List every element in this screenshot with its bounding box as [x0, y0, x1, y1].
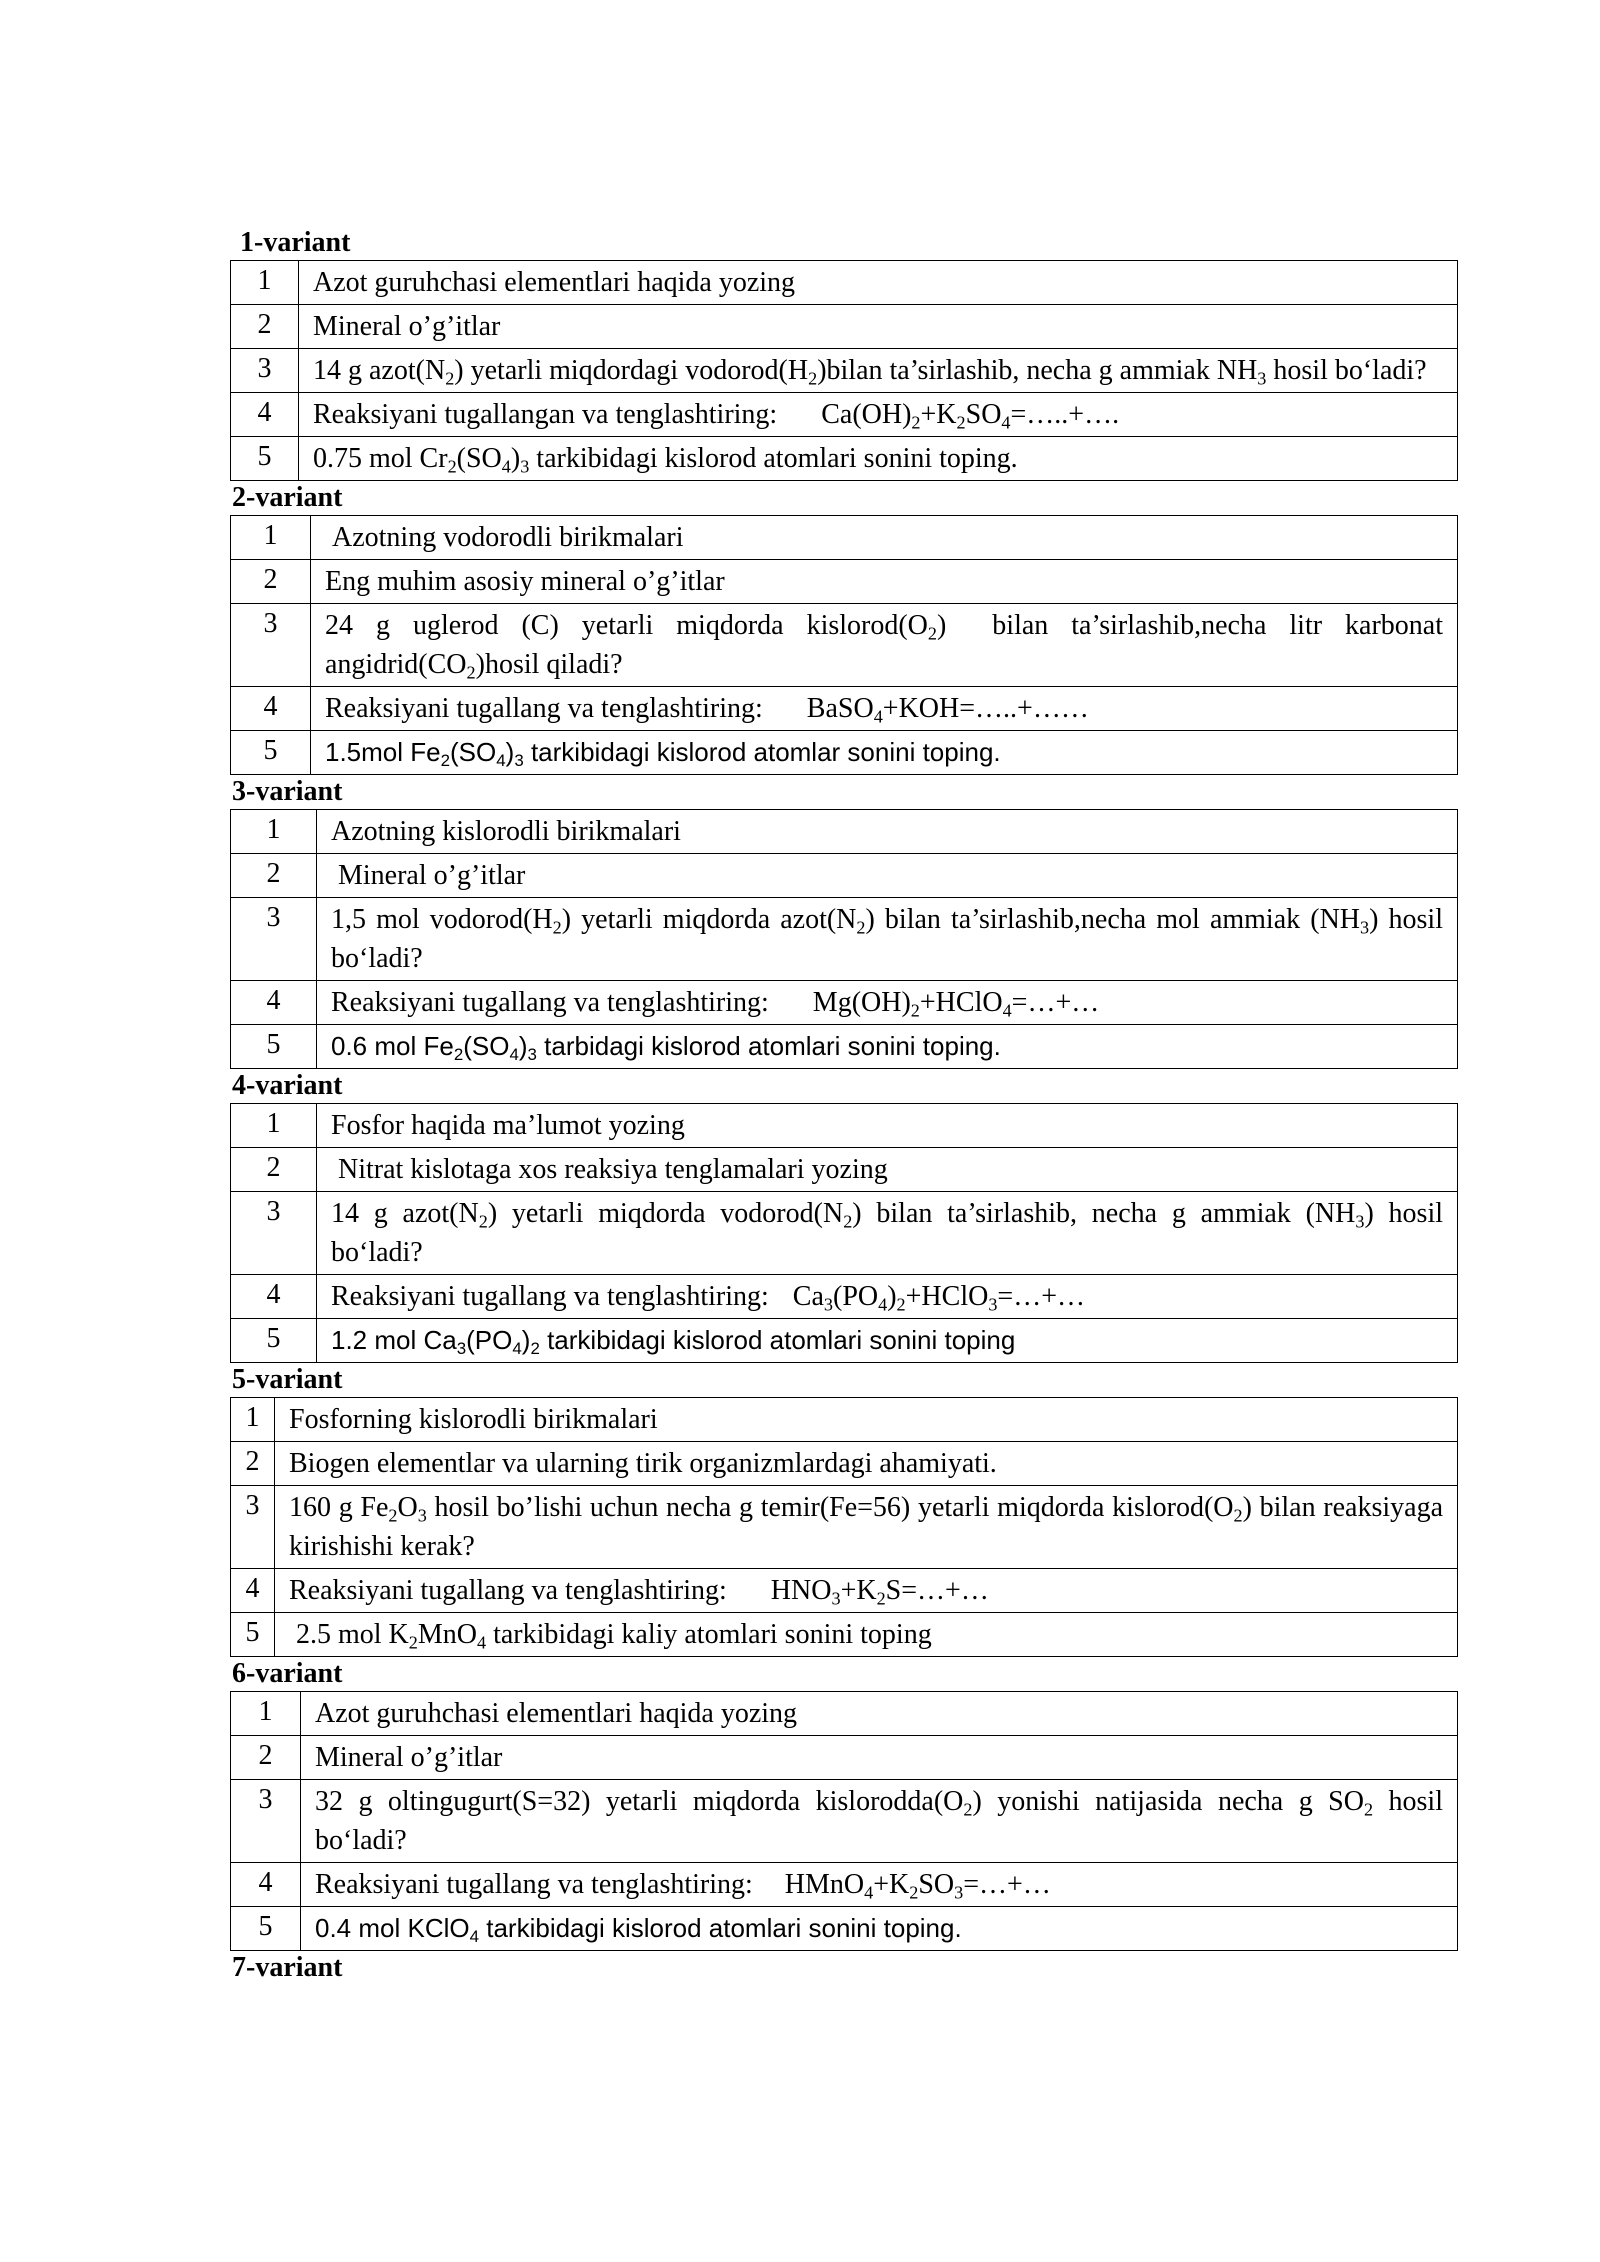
question-text: 14 g $azot(N_2)$ yetarli miqdordagi $vodorod(H_2)bilan$ ta’sirlashib, necha g ammiak $NH_3$ hosil bo‘ladi? [299, 349, 1458, 393]
variant-title: 1-variant [240, 227, 351, 258]
question-text: Azotning vodorodli birikmalari [311, 516, 1458, 560]
variant-table [230, 515, 1458, 775]
table-row [231, 1907, 1458, 1951]
question-text: Eng muhim asosiy mineral o’g’itlar [311, 560, 1458, 604]
table-row [231, 305, 1458, 349]
table-row [231, 1613, 1458, 1657]
question-text: Mineral o’g’itlar [299, 305, 1458, 349]
table-row [231, 1025, 1458, 1069]
question-number: 5 [231, 437, 299, 481]
table-row [231, 898, 1458, 981]
question-text: Azot guruhchasi elementlari haqida yozing [299, 261, 1458, 305]
question-number: 3 [231, 1486, 275, 1569]
table-row [231, 1736, 1458, 1780]
question-text: 1.5mol $Fe_2(SO_4)_3$ tarkibidagi kislorod atomlar sonini toping. [311, 731, 1458, 775]
table-row [231, 1319, 1458, 1363]
table-row [231, 1569, 1458, 1613]
variant-table [230, 1691, 1458, 1951]
question-number: 2 [231, 1736, 301, 1780]
question-number: 3 [231, 604, 311, 687]
question-text: 14 g $azot(N_2)$ yetarli miqdorda $vodorod(N_2)$ bilan ta’sirlashib, necha g ammiak $(NH_3)$ hosil bo‘ladi? [317, 1192, 1458, 1275]
question-number: 2 [231, 560, 311, 604]
question-text: 24 g uglerod (C) yetarli miqdorda $kislorod(O_2)$ bilan ta’sirlashib,necha litr karbonat $angidrid(CO_2)hosil$ qiladi? [311, 604, 1458, 687]
variant-title: 5-variant [232, 1364, 343, 1395]
question-text: Nitrat kislotaga xos reaksiya tenglamalari yozing [317, 1148, 1458, 1192]
question-text: 0.6 mol $Fe_2(SO_4)_3$ tarbidagi kislorod atomlari sonini toping. [317, 1025, 1458, 1069]
table-row [231, 604, 1458, 687]
table-row [231, 687, 1458, 731]
question-text: Fosforning kislorodli birikmalari [275, 1398, 1458, 1442]
variant-table [230, 1103, 1458, 1363]
question-text: 160 g $Fe_2O_3$ hosil bo’lishi uchun necha g temir(Fe=56) yetarli miqdorda $kislorod(O_2)$ bilan reaksiyaga kirishishi kerak? [275, 1486, 1458, 1569]
question-text: Reaksiyani tugallang va tenglashtiring: $HMnO_4+K_2SO_3=\dots+\dots$ [301, 1863, 1458, 1907]
table-row [231, 393, 1458, 437]
question-text: 2.5 mol $K_2MnO_4$ tarkibidagi kaliy atomlari sonini toping [275, 1613, 1458, 1657]
table-row [231, 854, 1458, 898]
table-row [231, 560, 1458, 604]
question-number: 5 [231, 1319, 317, 1363]
table-row [231, 1486, 1458, 1569]
question-text: Reaksiyani tugallangan va tenglashtiring: $Ca(OH)_2+K_2SO_4=\dots..+\dots$. [299, 393, 1458, 437]
question-text: Reaksiyani tugallang va tenglashtiring: $Ca_3(PO_4)_2+HClO_3=\dots+\dots$ [317, 1275, 1458, 1319]
question-number: 1 [231, 1692, 301, 1736]
variant-title: 6-variant [232, 1658, 343, 1689]
question-number: 1 [231, 1104, 317, 1148]
variant-title: 7-variant [232, 1952, 343, 1983]
question-number: 2 [231, 1148, 317, 1192]
question-text: Reaksiyani tugallang va tenglashtiring: BaSO$_4$+KOH=…..+…… [311, 687, 1458, 731]
table-row [231, 261, 1458, 305]
question-number: 3 [231, 898, 317, 981]
table-row [231, 1398, 1458, 1442]
table-row [231, 1192, 1458, 1275]
question-number: 4 [231, 1569, 275, 1613]
question-text: 1.2 mol $Ca_3(PO_4)_2$ tarkibidagi kislorod atomlari sonini toping [317, 1319, 1458, 1363]
question-text: Mineral o’g’itlar [317, 854, 1458, 898]
table-row [231, 437, 1458, 481]
table-row [231, 810, 1458, 854]
question-number: 3 [231, 1192, 317, 1275]
question-number: 4 [231, 1863, 301, 1907]
variant-title: 4-variant [232, 1070, 343, 1101]
table-row [231, 349, 1458, 393]
question-number: 4 [231, 393, 299, 437]
question-number: 1 [231, 810, 317, 854]
table-row [231, 516, 1458, 560]
question-number: 3 [231, 349, 299, 393]
table-row [231, 1148, 1458, 1192]
variant-table [230, 809, 1458, 1069]
question-number: 2 [231, 854, 317, 898]
variant-title: 3-variant [232, 776, 343, 807]
question-number: 5 [231, 731, 311, 775]
table-row [231, 731, 1458, 775]
question-number: 1 [231, 516, 311, 560]
question-text: Reaksiyani tugallang va tenglashtiring: $Mg(OH)_2+HClO_4=\dots+\dots$ [317, 981, 1458, 1025]
question-number: 2 [231, 305, 299, 349]
table-row [231, 1692, 1458, 1736]
question-number: 5 [231, 1613, 275, 1657]
table-row [231, 1780, 1458, 1863]
variant-table [230, 1397, 1458, 1657]
table-row [231, 1275, 1458, 1319]
question-text: 0.75 mol $Cr_2(SO_4)_3$ tarkibidagi kislorod atomlari sonini toping. [299, 437, 1458, 481]
question-number: 5 [231, 1025, 317, 1069]
question-number: 4 [231, 687, 311, 731]
question-text: Fosfor haqida ma’lumot yozing [317, 1104, 1458, 1148]
table-row [231, 1442, 1458, 1486]
question-number: 4 [231, 1275, 317, 1319]
question-text: 0.4 mol KClO$_4$ tarkibidagi kislorod atomlari sonini toping. [301, 1907, 1458, 1951]
question-text: Azotning kislorodli birikmalari [317, 810, 1458, 854]
table-row [231, 1104, 1458, 1148]
question-number: 3 [231, 1780, 301, 1863]
question-number: 1 [231, 1398, 275, 1442]
question-text: 32 g oltingugurt(S=32) yetarli miqdorda $kislorodda(O_2)$ yonishi natijasida necha g $SO_2$ hosil bo‘ladi? [301, 1780, 1458, 1863]
question-number: 4 [231, 981, 317, 1025]
question-text: 1,5 mol $vodorod(H_2)$ yetarli miqdorda $azot(N_2)$ bilan ta’sirlashib,necha mol ammiak $(NH_3)$ hosil bo‘ladi? [317, 898, 1458, 981]
question-number: 1 [231, 261, 299, 305]
question-number: 5 [231, 1907, 301, 1951]
question-text: Mineral o’g’itlar [301, 1736, 1458, 1780]
table-row [231, 981, 1458, 1025]
question-text: Azot guruhchasi elementlari haqida yozing [301, 1692, 1458, 1736]
variant-title: 2-variant [232, 482, 343, 513]
question-number: 2 [231, 1442, 275, 1486]
question-text: Biogen elementlar va ularning tirik organizmlardagi ahamiyati. [275, 1442, 1458, 1486]
table-row [231, 1863, 1458, 1907]
variant-table [230, 260, 1458, 481]
question-text: Reaksiyani tugallang va tenglashtiring: $HNO_3+K_2S=\dots+\dots$ [275, 1569, 1458, 1613]
document-body [230, 226, 1458, 1985]
